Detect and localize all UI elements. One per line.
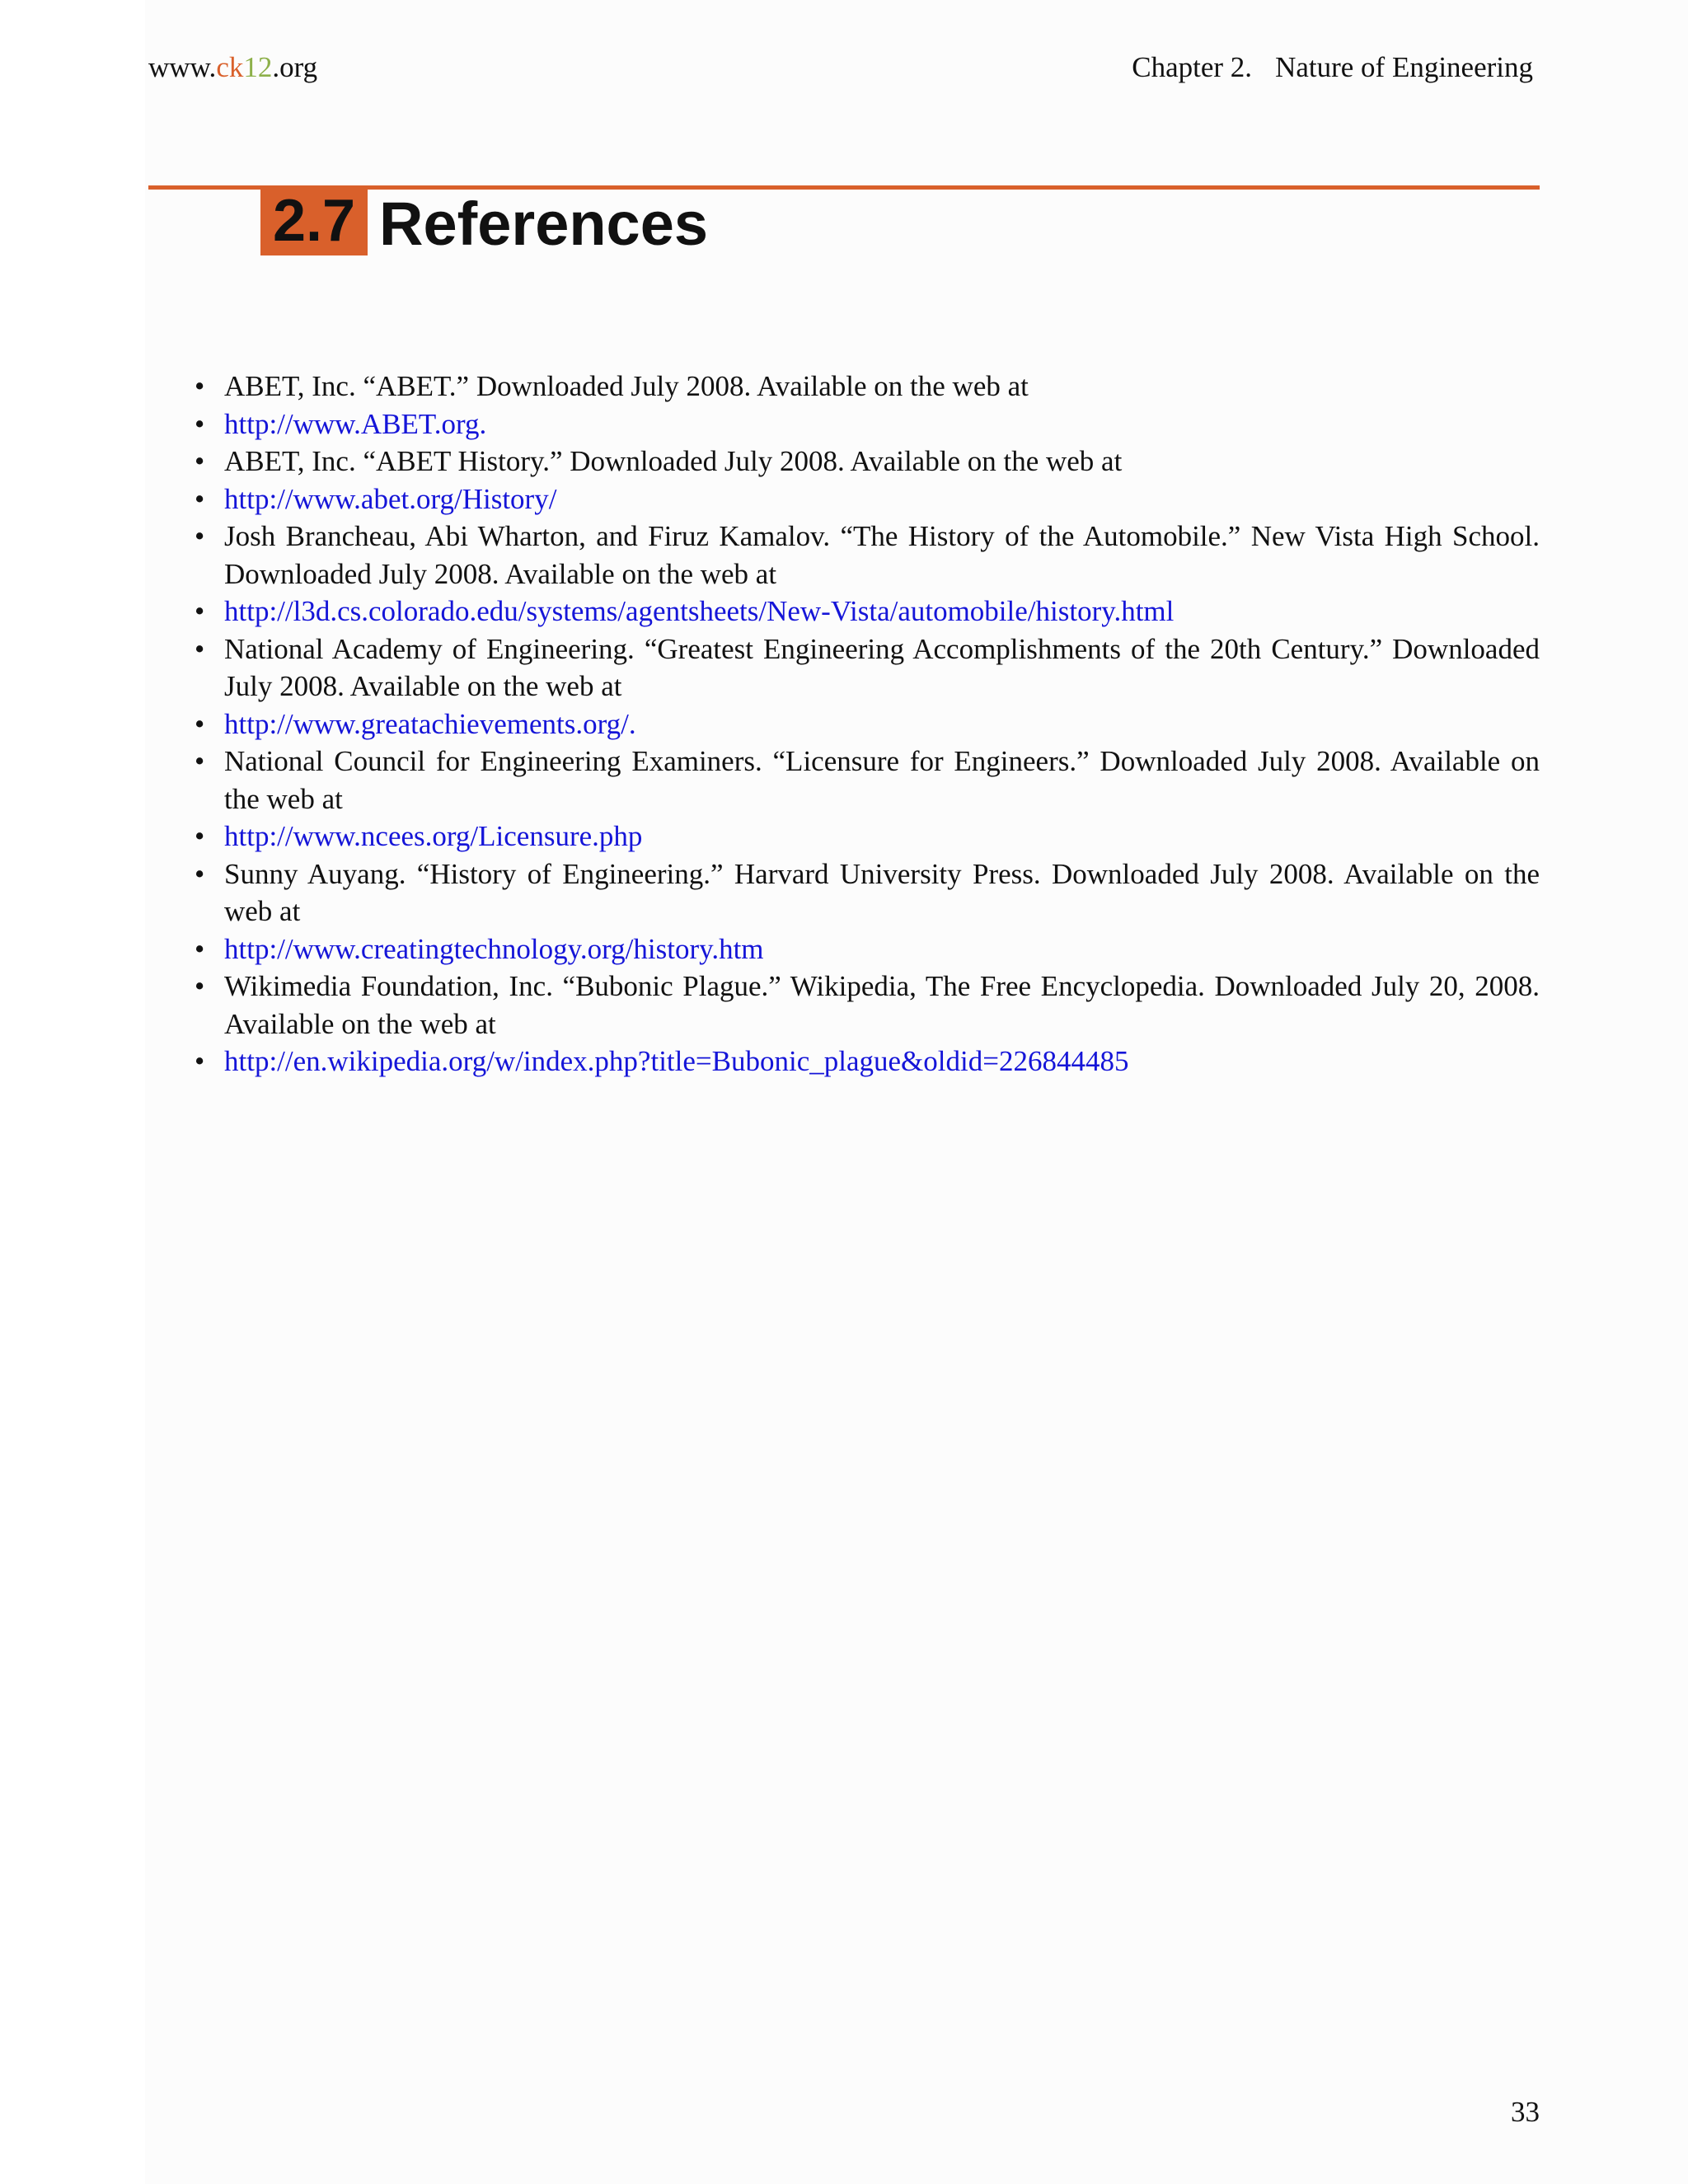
- bullet-icon: •: [195, 820, 205, 852]
- reference-link-item: [195, 1043, 1540, 1080]
- reference-item: [195, 855, 1540, 930]
- reference-text: National Council for Engineering Examiners. “Licensure for Engineers.” Downloaded July 2008. Available on the web at: [224, 745, 1540, 815]
- reference-item: [195, 518, 1540, 593]
- bullet-icon: •: [195, 745, 205, 777]
- reference-link-item: [195, 705, 1540, 743]
- bullet-icon: •: [195, 970, 205, 1002]
- chapter-number: Chapter 2.: [1132, 51, 1253, 83]
- bullet-icon: •: [195, 445, 205, 477]
- site-ck: ck: [216, 51, 244, 83]
- reference-text: National Academy of Engineering. “Greatest Engineering Accomplishments of the 20th Century.” Downloaded July 2008. Available on the web at: [224, 632, 1540, 702]
- reference-text: Wikimedia Foundation, Inc. “Bubonic Plague.” Wikipedia, The Free Encyclopedia. Downloaded July 20, 2008. Available on the web at: [224, 970, 1540, 1040]
- running-header: [148, 43, 1533, 92]
- bullet-icon: •: [195, 370, 205, 402]
- chapter-title: Nature of Engineering: [1275, 51, 1533, 83]
- bullet-icon: •: [195, 857, 205, 890]
- page-panel: [145, 0, 1688, 2184]
- bullet-icon: •: [195, 932, 205, 965]
- page-number: 33: [1511, 2096, 1540, 2128]
- reference-text: ABET, Inc. “ABET History.” Downloaded July 2008. Available on the web at: [224, 445, 1123, 477]
- bullet-icon: •: [195, 632, 205, 665]
- bullet-icon: •: [195, 1045, 205, 1077]
- reference-item: [195, 368, 1540, 405]
- reference-text: Josh Brancheau, Abi Wharton, and Firuz Kamalov. “The History of the Automobile.” New Vista High School. Downloaded July 2008. Available on the web at: [224, 520, 1540, 590]
- section-title: References: [379, 190, 709, 258]
- site-prefix: www.: [148, 51, 217, 83]
- reference-item: [195, 743, 1540, 818]
- reference-list: [195, 368, 1540, 1080]
- reference-item: [195, 630, 1540, 705]
- bullet-icon: •: [195, 707, 205, 740]
- reference-url-link[interactable]: http://www.ncees.org/Licensure.php: [224, 820, 643, 852]
- reference-url-link[interactable]: http://www.abet.org/History/: [224, 482, 557, 515]
- reference-url-link[interactable]: http://www.ABET.org.: [224, 407, 487, 440]
- bullet-icon: •: [195, 595, 205, 627]
- section-number: 2.7: [272, 188, 356, 254]
- reference-url-link[interactable]: http://en.wikipedia.org/w/index.php?title=Bubonic_plague&oldid=226844485: [224, 1045, 1129, 1077]
- reference-link-item: [195, 818, 1540, 855]
- reference-link-item: [195, 593, 1540, 630]
- reference-url-link[interactable]: http://www.greatachievements.org/.: [224, 707, 636, 740]
- bullet-icon: •: [195, 520, 205, 552]
- reference-url-link[interactable]: http://www.creatingtechnology.org/history.htm: [224, 932, 764, 965]
- reference-url-link[interactable]: http://l3d.cs.colorado.edu/systems/agentsheets/New-Vista/automobile/history.html: [224, 595, 1175, 627]
- site-url[interactable]: [148, 43, 317, 92]
- reference-link-item: [195, 930, 1540, 968]
- reference-text: Sunny Auyang. “History of Engineering.” Harvard University Press. Downloaded July 2008. Available on the web at: [224, 857, 1540, 927]
- reference-text: ABET, Inc. “ABET.” Downloaded July 2008. Available on the web at: [224, 370, 1029, 402]
- chapter-heading: [1132, 43, 1533, 92]
- bullet-icon: •: [195, 482, 205, 515]
- site-suffix: .org: [272, 51, 318, 83]
- reference-link-item: [195, 405, 1540, 443]
- bullet-icon: •: [195, 407, 205, 440]
- reference-item: [195, 443, 1540, 480]
- site-12: 12: [243, 51, 273, 83]
- reference-link-item: [195, 480, 1540, 518]
- reference-item: [195, 968, 1540, 1043]
